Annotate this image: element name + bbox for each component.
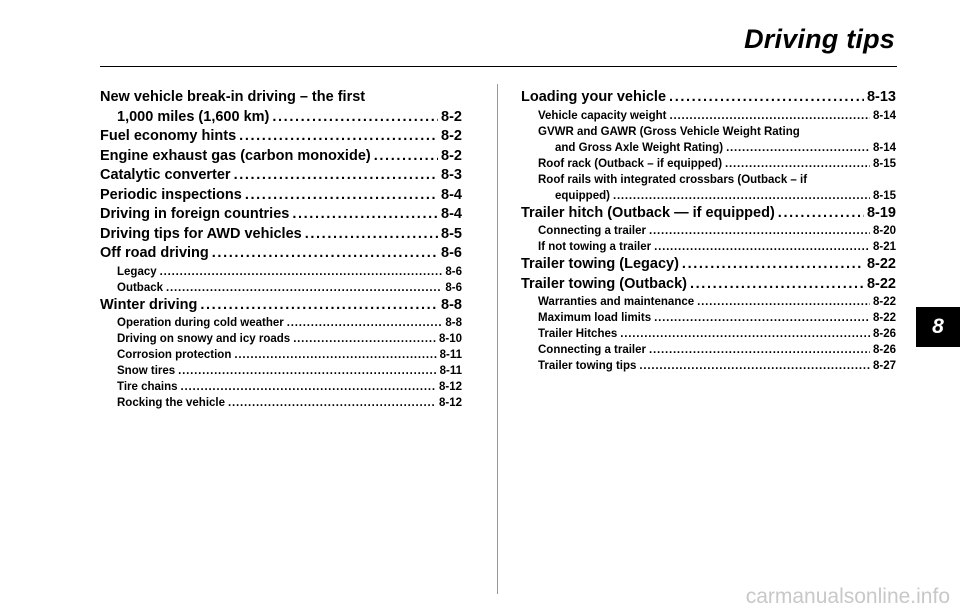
toc-page-number: 8-10 (438, 333, 462, 345)
toc-section-entry[interactable] (521, 255, 896, 275)
toc-entry-title: Operation during cold weather (117, 317, 284, 329)
dot-leader (669, 108, 869, 124)
dot-leader (726, 140, 870, 156)
dot-leader (682, 255, 864, 275)
toc-page-number: 8-20 (872, 225, 896, 237)
dot-leader (228, 395, 436, 411)
toc-subsection-entry[interactable] (521, 124, 896, 156)
toc-page-number: 8-21 (872, 241, 896, 253)
toc-page-number: 8-6 (441, 245, 462, 261)
dot-leader (654, 310, 870, 326)
dot-leader (287, 315, 443, 331)
toc-entry-title: Off road driving (100, 245, 209, 261)
toc-section-entry[interactable] (100, 205, 462, 225)
toc-entry-title: Driving tips for AWD vehicles (100, 225, 302, 242)
toc-page-number: 8-13 (866, 89, 896, 105)
toc-section-entry[interactable] (521, 275, 896, 295)
toc-subsection-entry[interactable] (100, 331, 462, 347)
toc-section-entry[interactable] (100, 225, 462, 245)
title-rule (100, 66, 897, 67)
toc-section-entry[interactable] (100, 166, 462, 186)
toc-right-column (521, 88, 896, 374)
toc-page-number: 8-22 (866, 256, 896, 272)
toc-entry-title: Warranties and maintenance (538, 296, 695, 308)
toc-entry-title: Driving on snowy and icy roads (117, 333, 291, 345)
dot-leader (200, 296, 438, 316)
dot-leader (245, 186, 438, 206)
toc-section-entry[interactable] (100, 296, 462, 316)
toc-page-number: 8-2 (441, 128, 462, 144)
toc-entry-title: and Gross Axle Weight Rating) (555, 141, 724, 154)
toc-entry-title: Trailer Hitches (538, 328, 618, 340)
toc-page-number: 8-11 (439, 349, 462, 361)
toc-page-number: 8-15 (872, 189, 896, 202)
dot-leader (725, 156, 870, 172)
toc-section-entry[interactable] (100, 244, 462, 264)
toc-entry-title: Trailer towing (Legacy) (521, 256, 679, 272)
toc-entry-title: Rocking the vehicle (117, 397, 226, 409)
toc-page-number: 8-11 (439, 365, 462, 377)
toc-entry-title: Connecting a trailer (538, 344, 646, 356)
toc-page-number: 8-2 (441, 147, 462, 164)
toc-page-number: 8-26 (872, 344, 896, 356)
toc-entry-title: Maximum load limits (538, 312, 652, 324)
toc-page-number: 8-6 (445, 281, 462, 294)
dot-leader (212, 244, 438, 264)
toc-page-number: 8-12 (438, 397, 462, 409)
dot-leader (639, 358, 870, 374)
toc-subsection-entry[interactable] (100, 315, 462, 331)
dot-leader (166, 280, 442, 296)
dot-leader (272, 108, 438, 128)
toc-entry-title: Periodic inspections (100, 186, 242, 203)
toc-page-number: 8-14 (872, 141, 896, 154)
toc-section-entry[interactable] (521, 88, 896, 108)
dot-leader (620, 326, 870, 342)
toc-left-column (100, 88, 462, 411)
dot-leader (239, 127, 438, 147)
toc-page-number: 8-26 (872, 328, 896, 340)
page-title: Driving tips (744, 24, 895, 54)
toc-page-number: 8-6 (445, 265, 462, 278)
toc-entry-title: Roof rack (Outback – if equipped) (538, 157, 723, 170)
toc-entry-title: Driving in foreign countries (100, 206, 290, 222)
toc-subsection-entry[interactable] (100, 264, 462, 280)
toc-page-number: 8-15 (872, 157, 896, 170)
dot-leader (690, 275, 864, 295)
toc-page-number: 8-5 (441, 225, 462, 242)
toc-page-number: 8-19 (866, 204, 896, 221)
toc-subsection-entry[interactable] (521, 342, 896, 358)
dot-leader (649, 223, 870, 239)
toc-page-number: 8-2 (441, 108, 462, 125)
toc-subsection-entry[interactable] (521, 156, 896, 172)
toc-entry-title: Engine exhaust gas (carbon monoxide) (100, 147, 371, 164)
toc-subsection-entry[interactable] (521, 326, 896, 342)
dot-leader (234, 166, 438, 186)
dot-leader (293, 331, 436, 347)
toc-page-number: 8-27 (872, 360, 896, 372)
toc-page-number: 8-12 (438, 381, 462, 393)
toc-entry-title: Catalytic converter (100, 167, 231, 183)
toc-subsection-entry[interactable] (100, 395, 462, 411)
toc-subsection-entry[interactable] (521, 358, 896, 374)
toc-entry-title: If not towing a trailer (538, 241, 652, 253)
toc-page-number: 8-22 (872, 296, 896, 308)
toc-entry-title: Outback (117, 281, 164, 294)
toc-entry-title: Connecting a trailer (538, 225, 646, 237)
toc-entry-title: Corrosion protection (117, 349, 232, 361)
toc-subsection-entry[interactable] (521, 239, 896, 255)
toc-section-entry[interactable] (100, 186, 462, 206)
toc-subsection-entry[interactable] (100, 347, 462, 363)
dot-leader (654, 239, 870, 255)
watermark: carmanualsonline.info (745, 585, 950, 608)
toc-section-entry[interactable] (100, 88, 462, 127)
toc-entry-title: Fuel economy hints (100, 128, 237, 144)
column-divider (497, 84, 498, 594)
toc-entry-title: Vehicle capacity weight (538, 109, 667, 122)
toc-subsection-entry[interactable] (521, 108, 896, 124)
toc-page-number: 8-22 (872, 312, 896, 324)
toc-subsection-entry[interactable] (100, 363, 462, 379)
toc-page-number: 8-4 (441, 206, 462, 222)
toc-subsection-entry[interactable] (100, 280, 462, 296)
toc-entry-title: Snow tires (117, 365, 176, 377)
toc-page-number: 8-8 (441, 296, 462, 313)
dot-leader (778, 204, 864, 224)
toc-subsection-entry[interactable] (100, 379, 462, 395)
dot-leader (697, 294, 870, 310)
toc-entry-title: Trailer towing (Outback) (521, 275, 687, 292)
toc-entry-title-line: GVWR and GAWR (Gross Vehicle Weight Rating (538, 125, 800, 138)
toc-entry-title-line: New vehicle break-in driving – the first (100, 89, 366, 105)
toc-page-number: 8-22 (866, 275, 896, 292)
toc-page-number: 8-4 (441, 186, 462, 203)
toc-page-number: 8-14 (872, 109, 896, 122)
dot-leader (669, 88, 864, 108)
dot-leader (181, 379, 436, 395)
dot-leader (613, 188, 870, 204)
chapter-tab[interactable]: 8 (916, 307, 960, 347)
toc-entry-title-line: Roof rails with integrated crossbars (Outback – if (538, 173, 808, 186)
dot-leader (178, 363, 436, 379)
toc-subsection-entry[interactable] (521, 310, 896, 326)
dot-leader (234, 347, 436, 363)
dot-leader (374, 147, 438, 167)
toc-entry-title: Winter driving (100, 296, 198, 313)
toc-entry-title: Legacy (117, 265, 157, 278)
dot-leader (305, 225, 438, 245)
toc-entry-title: Tire chains (117, 381, 178, 393)
dot-leader (649, 342, 870, 358)
toc-subsection-entry[interactable] (521, 294, 896, 310)
toc-page-number: 8-8 (445, 317, 462, 329)
toc-section-entry[interactable] (521, 204, 896, 224)
toc-subsection-entry[interactable] (521, 172, 896, 204)
toc-entry-title: equipped) (555, 189, 610, 202)
toc-entry-title: Loading your vehicle (521, 89, 667, 105)
toc-entry-title: 1,000 miles (1,600 km) (117, 108, 270, 125)
toc-entry-title: Trailer towing tips (538, 360, 637, 372)
toc-entry-title: Trailer hitch (Outback — if equipped) (521, 204, 775, 221)
dot-leader (160, 264, 443, 280)
toc-section-entry[interactable] (100, 147, 462, 167)
dot-leader (292, 205, 438, 225)
toc-section-entry[interactable] (100, 127, 462, 147)
toc-subsection-entry[interactable] (521, 223, 896, 239)
toc-page-number: 8-3 (441, 167, 462, 183)
